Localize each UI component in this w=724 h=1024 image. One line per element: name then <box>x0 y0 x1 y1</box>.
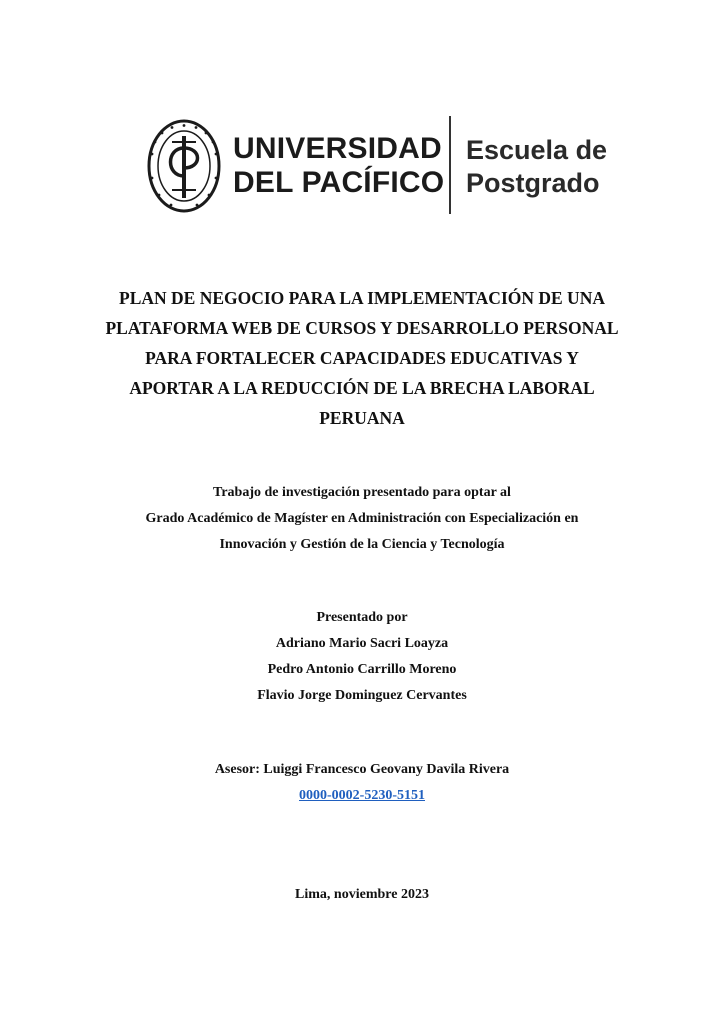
presented-by-label: Presentado por <box>316 610 408 625</box>
author-name: Pedro Antonio Carrillo Moreno <box>267 662 457 677</box>
degree-statement <box>0 480 724 558</box>
university-name <box>233 132 444 200</box>
document-title <box>0 283 724 433</box>
school-name-line: Postgrado <box>466 168 600 198</box>
author-name: Flavio Jorge Dominguez Cervantes <box>257 688 467 703</box>
authors-block <box>0 605 724 709</box>
author-name: Adriano Mario Sacri Loayza <box>275 636 449 651</box>
degree-line: Trabajo de investigación presentado para optar al <box>213 485 511 500</box>
title-line: PLAN DE NEGOCIO PARA LA IMPLEMENTACIÓN DE UNA <box>119 288 605 308</box>
title-line: PARA FORTALECER CAPACIDADES EDUCATIVAS Y <box>145 348 579 368</box>
degree-line: Grado Académico de Magíster en Administración con Especialización en <box>145 511 579 526</box>
degree-line: Innovación y Gestión de la Ciencia y Tecnología <box>219 537 505 552</box>
title-line: PERUANA <box>319 408 405 428</box>
advisor-block <box>0 757 724 809</box>
orcid-link[interactable]: 0000-0002-5230-5151 <box>299 788 425 803</box>
place-date: Lima, noviembre 2023 <box>295 887 429 902</box>
title-line: APORTAR A LA REDUCCIÓN DE LA BRECHA LABORAL <box>129 378 595 398</box>
logo-divider <box>449 116 451 214</box>
university-seal-icon <box>146 118 222 214</box>
title-line: PLATAFORMA WEB DE CURSOS Y DESARROLLO PERSONAL <box>105 318 619 338</box>
university-name-line: UNIVERSIDAD <box>233 132 442 165</box>
school-name-line: Escuela de <box>466 135 608 165</box>
university-name-line: DEL PACÍFICO <box>233 166 445 199</box>
advisor-name: Asesor: Luiggi Francesco Geovany Davila Rivera <box>214 762 510 777</box>
school-name <box>466 134 607 200</box>
university-logo <box>146 116 616 216</box>
